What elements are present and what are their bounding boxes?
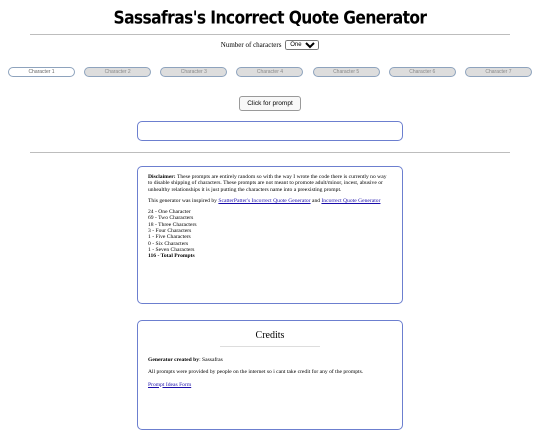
count-item: 69 - Two Characters bbox=[148, 215, 194, 222]
creator-name: : Sassafras bbox=[199, 357, 223, 363]
disclaimer-text bbox=[148, 174, 392, 193]
character-2-input[interactable]: Character 2 bbox=[84, 67, 151, 77]
prompt-output bbox=[137, 121, 403, 141]
creator-label: Generator created by bbox=[148, 357, 200, 363]
credits-title: Credits bbox=[255, 330, 285, 341]
generate-prompt-button[interactable]: Click for prompt bbox=[239, 96, 301, 111]
disclaimer-panel bbox=[137, 166, 403, 304]
count-item: 24 - One Character bbox=[148, 209, 191, 216]
inspiration-text bbox=[148, 198, 392, 204]
character-5-input[interactable]: Character 5 bbox=[313, 67, 380, 77]
count-item: 0 - Six Characters bbox=[148, 240, 189, 247]
count-total: 116 - Total Prompts bbox=[148, 253, 195, 260]
character-count-label: Number of characters bbox=[220, 41, 282, 49]
prompt-ideas-form-link[interactable]: Prompt Ideas Form bbox=[148, 381, 192, 388]
scatterpatter-link[interactable]: ScatterPatter's Incorrect Quote Generator bbox=[218, 197, 311, 204]
divider bbox=[30, 152, 510, 153]
disclaimer-label: Disclaimer: bbox=[148, 174, 176, 180]
character-inputs bbox=[8, 67, 532, 77]
character-7-input[interactable]: Character 7 bbox=[465, 67, 532, 77]
prompts-note: All prompts were provided by people on the internet so i cant take credit for any of the prompts. bbox=[148, 369, 364, 376]
divider bbox=[30, 34, 510, 35]
incorrect-quote-generator-link[interactable]: Incorrect Quote Generator bbox=[321, 197, 381, 204]
count-item: 1 - Five Characters bbox=[148, 234, 191, 241]
credits-panel bbox=[137, 320, 403, 430]
inspiration-mid: and bbox=[310, 197, 322, 204]
prompt-counts bbox=[148, 209, 392, 259]
character-1-input[interactable]: Character 1 bbox=[8, 67, 75, 77]
character-6-input[interactable]: Character 6 bbox=[389, 67, 456, 77]
count-item: 18 - Three Characters bbox=[148, 221, 197, 228]
count-item: 3 - Four Characters bbox=[148, 228, 192, 235]
count-item: 1 - Seven Characters bbox=[148, 246, 195, 253]
character-3-input[interactable]: Character 3 bbox=[160, 67, 227, 77]
disclaimer-body: These prompts are entirely random so with the way I wrote the code there is currently no way to disable shipping of characters. These prompts are not meant to promote adult/minor, incest, abusive or unhealthy relationships it is just putting the characters name into a preexisting prompt. bbox=[148, 174, 387, 193]
character-count-row bbox=[0, 40, 540, 50]
creator-line bbox=[148, 357, 392, 363]
credits-divider bbox=[220, 346, 320, 347]
character-4-input[interactable]: Character 4 bbox=[236, 67, 303, 77]
inspiration-prefix: This generator was inspired by bbox=[148, 197, 219, 204]
character-count-select[interactable] bbox=[285, 40, 319, 50]
page-title: Sassafras's Incorrect Quote Generator bbox=[113, 7, 427, 29]
